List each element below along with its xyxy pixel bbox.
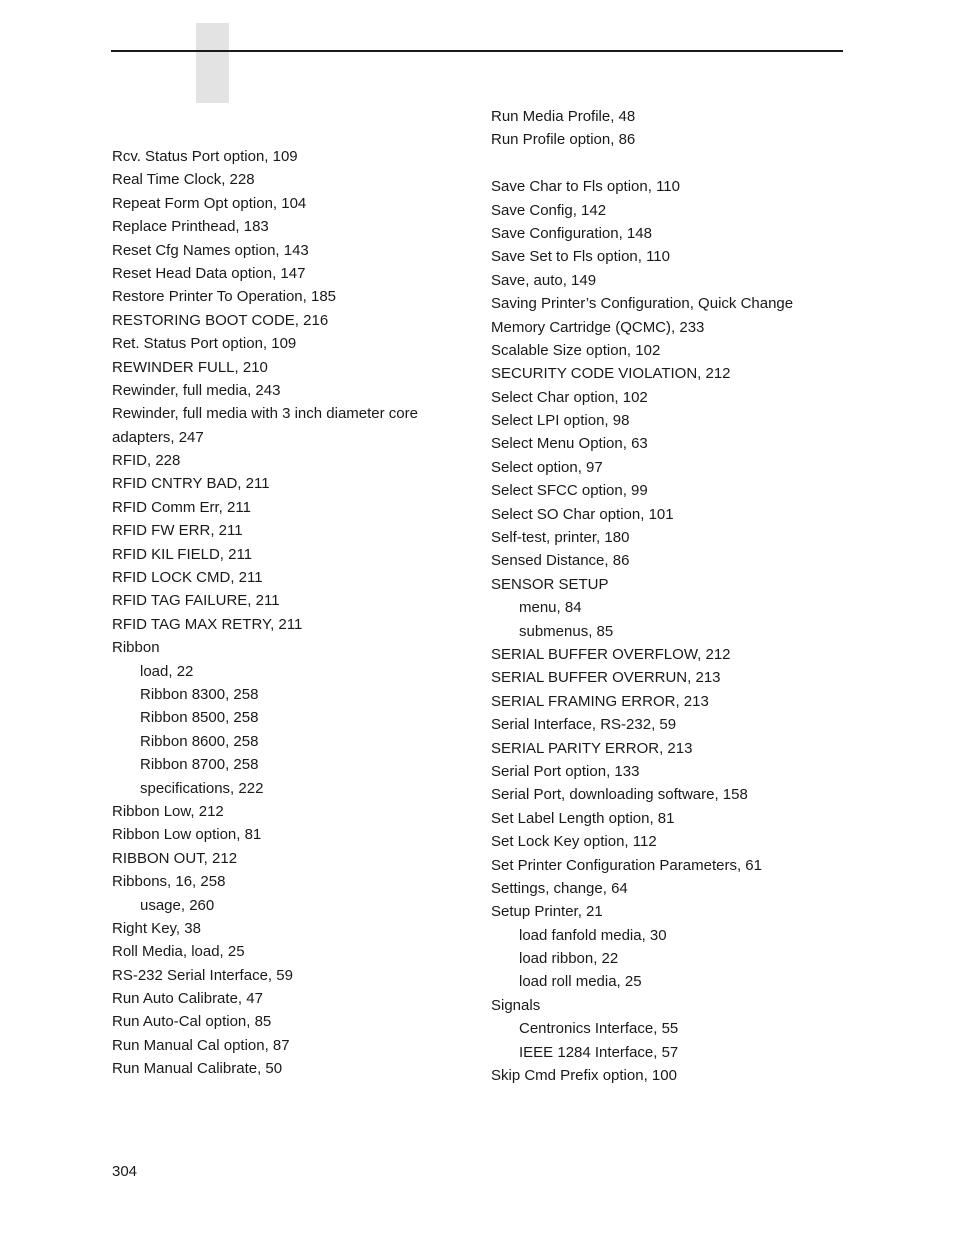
index-subentry: specifications, 222	[140, 779, 264, 797]
index-entry: Select Menu Option, 63	[491, 435, 648, 453]
index-subentry: Ribbon 8600, 258	[140, 732, 259, 750]
index-subentry: load ribbon, 22	[519, 950, 619, 968]
index-entry: Rewinder, full media with 3 inch diameter core	[112, 405, 418, 423]
index-entry: Rewinder, full media, 243	[112, 381, 281, 399]
index-entry: Ribbons, 16, 258	[112, 873, 226, 891]
index-entry: adapters, 247	[112, 428, 204, 446]
index-entry: Sensed Distance, 86	[491, 552, 630, 570]
index-subentry: Centronics Interface, 55	[519, 1020, 679, 1038]
index-entry: Settings, change, 64	[491, 879, 628, 897]
index-entry: SENSOR SETUP	[491, 575, 609, 593]
index-entry: Run Manual Cal option, 87	[112, 1036, 290, 1054]
index-entry: Run Media Profile, 48	[491, 108, 636, 125]
index-column-right	[491, 105, 841, 1087]
index-subentry: usage, 260	[140, 896, 215, 914]
index-entry: SERIAL PARITY ERROR, 213	[491, 739, 693, 757]
index-entry: Signals	[491, 996, 541, 1014]
header-rule	[111, 50, 843, 52]
index-entry: RFID KIL FIELD, 211	[112, 545, 253, 563]
index-entry: Set Printer Configuration Parameters, 61	[491, 856, 762, 874]
index-entry: RFID Comm Err, 211	[112, 498, 251, 516]
index-entry: SERIAL BUFFER OVERRUN, 213	[491, 669, 721, 687]
index-entry: Restore Printer To Operation, 185	[112, 288, 337, 306]
chapter-tab-marker	[196, 23, 229, 103]
index-entry: Set Label Length option, 81	[491, 809, 675, 827]
index-column-left	[112, 145, 472, 1081]
index-entry: Ribbon Low option, 81	[112, 826, 262, 844]
index-entry: SECURITY CODE VIOLATION, 212	[491, 365, 731, 383]
index-entry: RFID, 228	[112, 452, 181, 470]
index-entry: REWINDER FULL, 210	[112, 358, 268, 376]
index-subentry: load roll media, 25	[519, 973, 642, 991]
index-entry: Select LPI option, 98	[491, 412, 630, 430]
index-entry: Save Config, 142	[491, 201, 607, 219]
index-entry: Rcv. Status Port option, 109	[112, 148, 298, 165]
index-entry: RFID CNTRY BAD, 211	[112, 475, 270, 493]
index-entry: Saving Printer’s Configuration, Quick Change	[491, 295, 794, 313]
index-subentry: load, 22	[140, 662, 194, 680]
index-entry: RIBBON OUT, 212	[112, 849, 238, 867]
index-entry: Self-test, printer, 180	[491, 529, 630, 547]
index-entry: Save Char to Fls option, 110	[491, 178, 680, 196]
index-entry: Select SFCC option, 99	[491, 482, 648, 500]
index-entry: Replace Printhead, 183	[112, 218, 269, 236]
index-entry: Serial Port, downloading software, 158	[491, 786, 748, 804]
index-subentry: menu, 84	[519, 599, 582, 617]
index-entry: RFID TAG MAX RETRY, 211	[112, 615, 303, 633]
index-entry: Save Configuration, 148	[491, 224, 652, 242]
index-entry: Memory Cartridge (QCMC), 233	[491, 318, 705, 336]
index-entry: Roll Media, load, 25	[112, 943, 245, 961]
index-entry: SERIAL BUFFER OVERFLOW, 212	[491, 645, 731, 663]
index-subentry: Ribbon 8500, 258	[140, 709, 259, 727]
index-entry: Serial Port option, 133	[491, 762, 640, 780]
index-entry: RFID FW ERR, 211	[112, 522, 243, 540]
index-subentry: submenus, 85	[519, 622, 614, 640]
index-entry: Setup Printer, 21	[491, 903, 603, 921]
index-entry: Select Char option, 102	[491, 388, 648, 406]
index-entry: Scalable Size option, 102	[491, 341, 661, 359]
index-entry: SERIAL FRAMING ERROR, 213	[491, 692, 709, 710]
index-entry: RESTORING BOOT CODE, 216	[112, 311, 329, 329]
index-entry: Run Manual Calibrate, 50	[112, 1060, 283, 1078]
index-entry: Run Profile option, 86	[491, 131, 636, 149]
index-subentry: Ribbon 8300, 258	[140, 685, 259, 703]
index-entry: Right Key, 38	[112, 919, 201, 937]
index-entry: Ret. Status Port option, 109	[112, 335, 297, 353]
index-entry: Save Set to Fls option, 110	[491, 248, 670, 266]
index-entry: Repeat Form Opt option, 104	[112, 194, 307, 212]
index-entry: Ribbon	[112, 639, 160, 657]
page-number: 304	[112, 1163, 138, 1180]
index-entry: Run Auto Calibrate, 47	[112, 990, 263, 1008]
index-entry: Real Time Clock, 228	[112, 171, 255, 189]
index-entry: Select SO Char option, 101	[491, 505, 674, 523]
index-entry: Ribbon Low, 212	[112, 802, 224, 820]
index-entry: Set Lock Key option, 112	[491, 833, 657, 851]
index-entry: RFID LOCK CMD, 211	[112, 569, 263, 587]
index-subentry: IEEE 1284 Interface, 57	[519, 1043, 679, 1061]
index-entry: Skip Cmd Prefix option, 100	[491, 1067, 677, 1085]
index-entry: Serial Interface, RS-232, 59	[491, 716, 677, 734]
index-entry: RS-232 Serial Interface, 59	[112, 966, 293, 984]
index-entry: Select option, 97	[491, 458, 603, 476]
index-entry: Reset Head Data option, 147	[112, 264, 306, 282]
index-entry: Save, auto, 149	[491, 271, 597, 289]
index-entry: Reset Cfg Names option, 143	[112, 241, 309, 259]
index-subentry: load fanfold media, 30	[519, 926, 667, 944]
index-entry: Run Auto-Cal option, 85	[112, 1013, 272, 1031]
index-subentry: Ribbon 8700, 258	[140, 756, 259, 774]
index-entry: RFID TAG FAILURE, 211	[112, 592, 280, 610]
